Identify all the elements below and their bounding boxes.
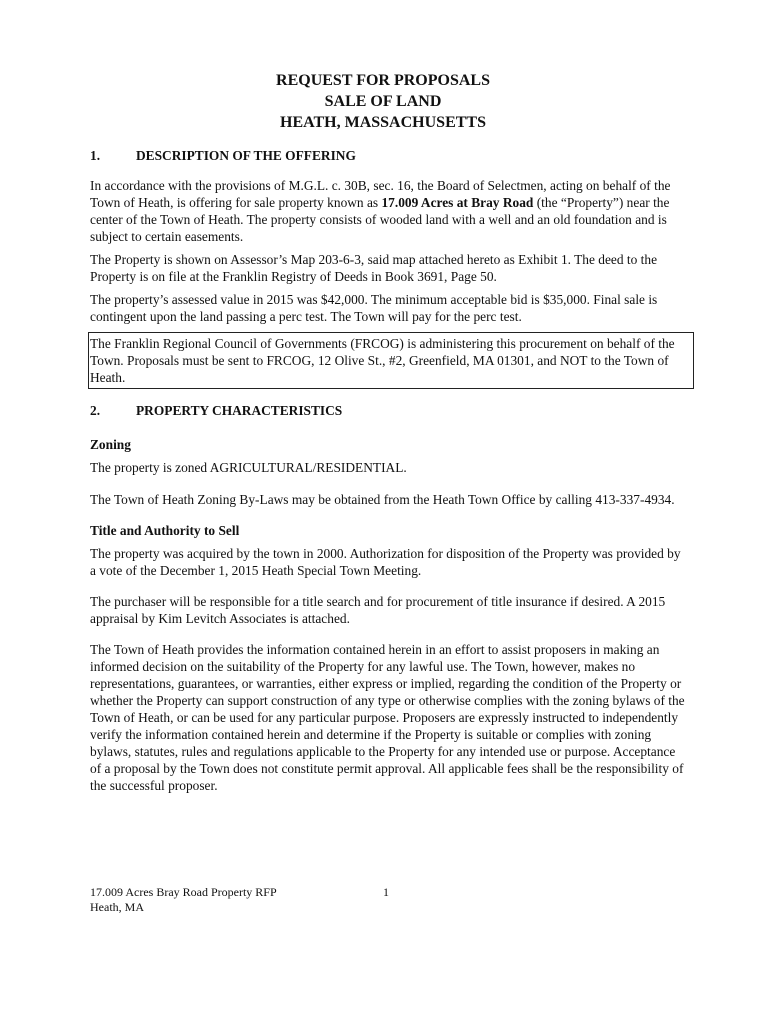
offering-paragraph [90, 177, 686, 245]
title-search-paragraph: The purchaser will be responsible for a title search and for procurement of title insurance if desired. A 2015 appraisal by Kim Levitch Associates is attached. [90, 594, 666, 626]
title-line-2: SALE OF LAND [324, 93, 442, 110]
section-2-heading [90, 402, 686, 419]
offering-text-a: In accordance with the provisions of M.G.L. c. 30B, sec. 16, the Board of Selectmen, acting on behalf of the Town of Heath, is offering for sale property known as [90, 178, 671, 210]
section-2-number: 2. [90, 403, 101, 418]
assessor-map-paragraph: The Property is shown on Assessor’s Map 203-6-3, said map attached hereto as Exhibit 1. The deed to the Property is on file at the Franklin Registry of Deeds in Book 3691, Page 50. [90, 252, 658, 284]
zoning-paragraph: The property is zoned AGRICULTURAL/RESIDENTIAL. [90, 460, 407, 475]
footer-line-1: 17.009 Acres Bray Road Property RFP [90, 885, 277, 899]
zoning-subheading: Zoning [90, 437, 131, 452]
acquisition-paragraph: The property was acquired by the town in 2000. Authorization for disposition of the Property was provided by a vote of the December 1, 2015 Heath Special Town Meeting. [90, 546, 681, 578]
zoning-bylaws-paragraph: The Town of Heath Zoning By-Laws may be obtained from the Heath Town Office by calling 413-337-4934. [90, 492, 675, 507]
footer-line-2: Heath, MA [90, 900, 144, 914]
section-1-heading [90, 147, 686, 164]
title-line-1: REQUEST FOR PROPOSALS [276, 72, 490, 89]
section-2-title: PROPERTY CHARACTERISTICS [136, 403, 343, 418]
title-authority-subheading: Title and Authority to Sell [90, 523, 240, 538]
section-1-number: 1. [90, 148, 101, 163]
frcog-notice-box: The Franklin Regional Council of Governments (FRCOG) is administering this procurement on behalf of the Town. Proposals must be sent to FRCOG, 12 Olive St., #2, Greenfield, MA 01301, and NOT to the Town of Heath. [88, 332, 694, 389]
disclaimer-paragraph: The Town of Heath provides the information contained herein in an effort to assist proposers in making an informed decision on the suitability of the Property for any lawful use. The Town, however, makes no representations, guarantees, or warranties, either express or implied, regarding the condition of the Property or whether the Property can support construction of any type or otherwise complies with the zoning bylaws of the Town of Heath, or can be used for any particular purpose. Proposers are expressly instructed to independently verify the information contained herein and determine if the Property is suitable or complies with zoning bylaws, statutes, rules and regulations applicable to the Property for any intended use or purpose. Acceptance of a proposal by the Town does not constitute permit approval. All applicable fees shall be the responsibility of the successful proposer. [90, 642, 685, 793]
footer-document-info [90, 885, 277, 915]
title-line-3: HEATH, MASSACHUSETTS [280, 114, 486, 131]
section-1-title: DESCRIPTION OF THE OFFERING [136, 148, 356, 163]
assessed-value-paragraph: The property’s assessed value in 2015 was $42,000. The minimum acceptable bid is $35,000. Final sale is contingent upon the land passing a perc test. The Town will pay for the perc test. [90, 292, 658, 324]
document-title [80, 70, 686, 133]
document-page [90, 70, 686, 794]
offering-text-b: (the “Property”) near the center of the Town of Heath. The property consists of wooded land with a well and an old foundation and is subject to certain easements. [90, 195, 670, 244]
page-number: 1 [383, 885, 389, 899]
property-name: 17.009 Acres at Bray Road [381, 195, 534, 210]
